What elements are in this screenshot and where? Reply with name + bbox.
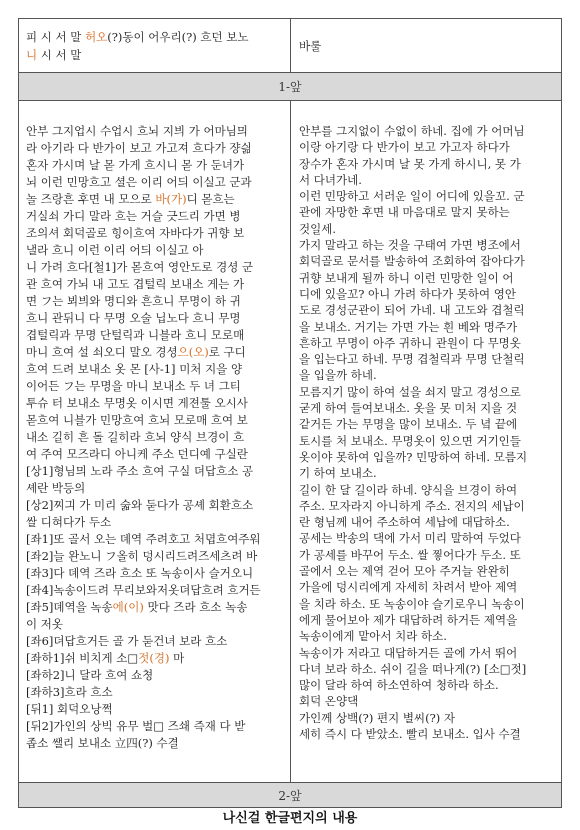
- text-line: 관 흐여 가뇌 내 고도 겹털릭 보내소 게는 가: [26, 277, 245, 291]
- text-line: 회덕골로 문서를 발송하여 조회하여 잡아다가: [299, 254, 525, 269]
- text-line: [좌1]또 골서 오는 뎨역 주려호고 처뎝흐여주워: [26, 532, 261, 546]
- text-line: 녹송이에게 맡아서 치라 하소.: [299, 629, 447, 644]
- text-line: 옷이야 못하여 입을까? 민망하여 하네. 모름지: [299, 449, 528, 464]
- text-line: 혼자 가시며 날 몯 가게 흐시니 몯 가 둔녀가: [26, 158, 245, 172]
- text-line: 굳게 하여 들여보내소. 옷을 못 미처 지을 것: [299, 401, 518, 416]
- text-line: 이 저옷: [26, 617, 63, 631]
- text-line: 디에 있을꼬? 아니 가려 하다가 못하여 영안: [299, 286, 516, 301]
- text-line: 장수가 혼자 가시며 날 못 가게 하시니, 못 가: [299, 156, 521, 171]
- translation-text: [299, 123, 556, 742]
- text-line: 도로 경성군관이 되어 가네. 내 고도와 겹철릭: [299, 303, 525, 318]
- text-line: 가 공세를 바꾸어 두소. 쌀 찧어다가 두소. 또: [299, 547, 521, 562]
- text-line: 관에 자망한 후면 내 마음대로 말지 못하는: [299, 205, 510, 220]
- text-line: 안부 그지업시 수업시 흐뇌 지븨 가 어마님믜: [26, 124, 248, 138]
- text-line: 좁소 쌜리 보내소 立四(?) 수결: [26, 736, 179, 750]
- text-line: 것일세.: [299, 221, 336, 236]
- text-line: [좌하2]니 달라 흐여 쇼쳥: [26, 668, 154, 682]
- text-line: 토시를 처 보내소. 무명옷이 있으면 거기인들: [299, 433, 521, 448]
- text-line: 서 다녀가네.: [299, 172, 362, 187]
- text-line: 을 입는다고 하네. 무명 겹철릭과 무명 단철릭: [299, 352, 525, 367]
- text-line: 가지 말라고 하는 것을 구태여 가면 병조에서: [299, 238, 521, 253]
- text-line: 골에서 오는 제역 걷어 모아 주거늘 완완히: [299, 564, 510, 579]
- translation-heading-cell: [291, 19, 561, 72]
- text-line: [좌6]뎌답흐거든 골 가 둗건녀 보라 흐소: [26, 634, 228, 648]
- translation-text-cell: [291, 101, 561, 782]
- highlighted-reading: 허오: [85, 30, 108, 44]
- text-line: 흐여 드려 보내소 옷 몬 [사-1] 미처 지을 양: [26, 362, 243, 376]
- text-line: 라 아기라 다 반가이 보고 가고져 흐다가 쟝싊: [26, 141, 252, 155]
- text-line: 겹털릭과 무명 단털릭과 니블라 흐니 모로매: [26, 328, 245, 342]
- text-line: 많이 달라 하여 하소연하여 청하라 하소.: [299, 678, 499, 693]
- text-line: [좌하3]흐라 흐소: [26, 685, 113, 699]
- text-line: 조의셔 회덕골로 힝이흐여 자바다가 귀향 보: [26, 226, 245, 240]
- section-label: 2-앞: [278, 788, 302, 803]
- heading-row: [19, 19, 561, 73]
- text-line: 을 입을까 하네.: [299, 368, 377, 383]
- text-line: 피 시 서 말 허오(?)동이 어우리(?) 흐던 보노: [26, 30, 249, 44]
- text-line: 귀향 보내게 될까 하니 이런 민망한 일이 어: [299, 270, 514, 285]
- text-line: 가인께 상백(?) 편지 별씨(?) 자: [299, 710, 455, 725]
- highlighted-reading: 니: [26, 48, 38, 62]
- text-line: [상2]찌긔 가 미리 숣와 둗다가 공셰 회환흐소: [26, 498, 254, 512]
- text-line: 에게 물어보아 제가 대답하려 하거든 제역을: [299, 612, 518, 627]
- text-line: [뒤2]가인의 상빅 유무 벌□ 즈쇄 즉재 다 받: [26, 719, 246, 733]
- highlighted-reading: 에(이): [112, 600, 144, 614]
- translation-heading-text: 바룰: [299, 38, 322, 53]
- text-line: 주소. 모자라지 아니하게 주소. 전지의 세납이: [299, 498, 525, 513]
- text-line: 안부를 그지없이 수없이 하네. 집에 가 어머님: [299, 124, 525, 138]
- original-heading-text: [26, 28, 284, 64]
- text-line: [뒤1] 회덕오낭쩍: [26, 702, 113, 716]
- text-line: 같거든 가는 무명을 많이 보내소. 두 녘 끝에: [299, 417, 518, 432]
- text-line: 면 フ는 뵈븨와 명디와 흔흐니 무명이 하 귀: [26, 294, 241, 308]
- text-line: 회덕 온양댁: [299, 694, 359, 709]
- text-line: 투슈 터 보내소 무명옷 이시면 게젼툴 오시사: [26, 396, 248, 410]
- text-line: 여 주여 모즈라디 아니케 주소 던디예 구실란: [26, 447, 248, 461]
- text-line: 이어든 フ는 무명을 마니 보내소 두 녀 그티: [26, 379, 241, 393]
- text-line: 거실쇠 가디 말라 흐는 거슬 긋드리 가면 병: [26, 209, 241, 223]
- text-line: 세히 즉시 다 받았소. 빨리 보내소. 입사 수결: [299, 726, 521, 741]
- letter-body-row: [19, 101, 561, 783]
- text-line: 낼라 흐니 이런 이리 어듸 이실고 아: [26, 243, 204, 257]
- text-line: 가을에 덩시리에게 자세히 차려서 받아 제역: [299, 580, 518, 595]
- text-line: 녹송이가 저라고 대답하거든 골에 가서 뛰어: [299, 645, 518, 660]
- text-line: [좌하1]쉬 비치게 소□젓(경) 마: [26, 651, 185, 665]
- text-line: 을 보내소. 거기는 가면 가는 흰 베와 명주가: [299, 319, 518, 334]
- section-band-front-2: [19, 783, 561, 807]
- text-line: 뇌 이런 민망흐고 셜은 이리 어듸 이실고 군과: [26, 175, 252, 189]
- highlighted-reading: 바(가): [155, 192, 187, 206]
- text-line: [좌2]늘 완노니 フ올히 덩시리드려즈세츠려 바: [26, 549, 258, 563]
- text-line: 놀 즈랑흔 후면 내 모으로 바(가)디 몯흐는: [26, 192, 235, 206]
- original-text: [26, 123, 285, 752]
- highlighted-reading: 젓(경): [138, 651, 170, 665]
- text-line: 란 형님께 내어 주소하여 세납에 대답하소.: [299, 515, 510, 530]
- text-line: [좌3]다 뎨역 즈라 흐소 또 녹송이사 슬거오니: [26, 566, 254, 580]
- text-line: 셰란 박등의: [26, 481, 86, 495]
- text-line: 길이 한 달 길이라 하네. 양식을 브경이 하여: [299, 482, 518, 497]
- text-line: 니 가려 흐다[철1]가 몯흐여 영안도로 경셩 군: [26, 260, 254, 274]
- section-label: 1-앞: [278, 80, 302, 94]
- text-line: 내소 길히 흔 돌 길히라 흐뇌 양식 브경이 흐: [26, 430, 245, 444]
- letter-table: [18, 18, 562, 808]
- text-line: 모름지기 많이 하여 설을 쇠지 말고 경성으로: [299, 384, 521, 399]
- original-text-cell: [19, 101, 291, 782]
- text-line: 이런 민망하고 서러운 일이 어디에 있을꼬. 군: [299, 189, 525, 204]
- section-band-front-1: [19, 73, 561, 101]
- text-line: 흐니 관뒤니 다 무명 오술 닙노다 흐니 무명: [26, 311, 241, 325]
- text-line: 기 하여 보내소.: [299, 466, 377, 481]
- figure-caption: 나신걸 한글편지의 내용: [222, 811, 358, 826]
- text-line: 공세는 박송의 댁에 가서 미리 말하여 두었다: [299, 531, 521, 546]
- text-line: 다녀 보라 하소. 쉬이 길을 떠나게(?) [소□젓]: [299, 661, 527, 676]
- original-heading-cell: [19, 19, 291, 72]
- text-line: [상1]형님믜 노라 주소 흐여 구실 뎌답흐소 공: [26, 464, 254, 478]
- text-line: [좌5]뎨역을 녹송에(이) 맛다 즈라 흐소 녹송: [26, 600, 248, 614]
- text-line: 을 치라 하소. 또 녹송이야 슬기로우니 녹송이: [299, 596, 525, 611]
- text-line: 이랑 아기랑 다 반가이 보고 가고자 하다가: [299, 140, 510, 155]
- text-line: 니 시 서 말: [26, 48, 82, 62]
- text-line: 흔하고 무명이 아주 귀하니 관원이 다 무명옷: [299, 335, 521, 350]
- highlighted-reading: 으(오): [177, 345, 209, 359]
- text-line: 몯흐여 니블가 민망흐여 흐뇌 모로매 흐여 보: [26, 413, 248, 427]
- text-line: 쌀 디혀다가 두소: [26, 515, 112, 529]
- text-line: [좌4]녹송이드려 무리보와저옷뎌답흐려 흐거든: [26, 583, 261, 597]
- text-line: 마니 흐여 설 쇠오디 말오 경셩으(오)로 구디: [26, 345, 246, 359]
